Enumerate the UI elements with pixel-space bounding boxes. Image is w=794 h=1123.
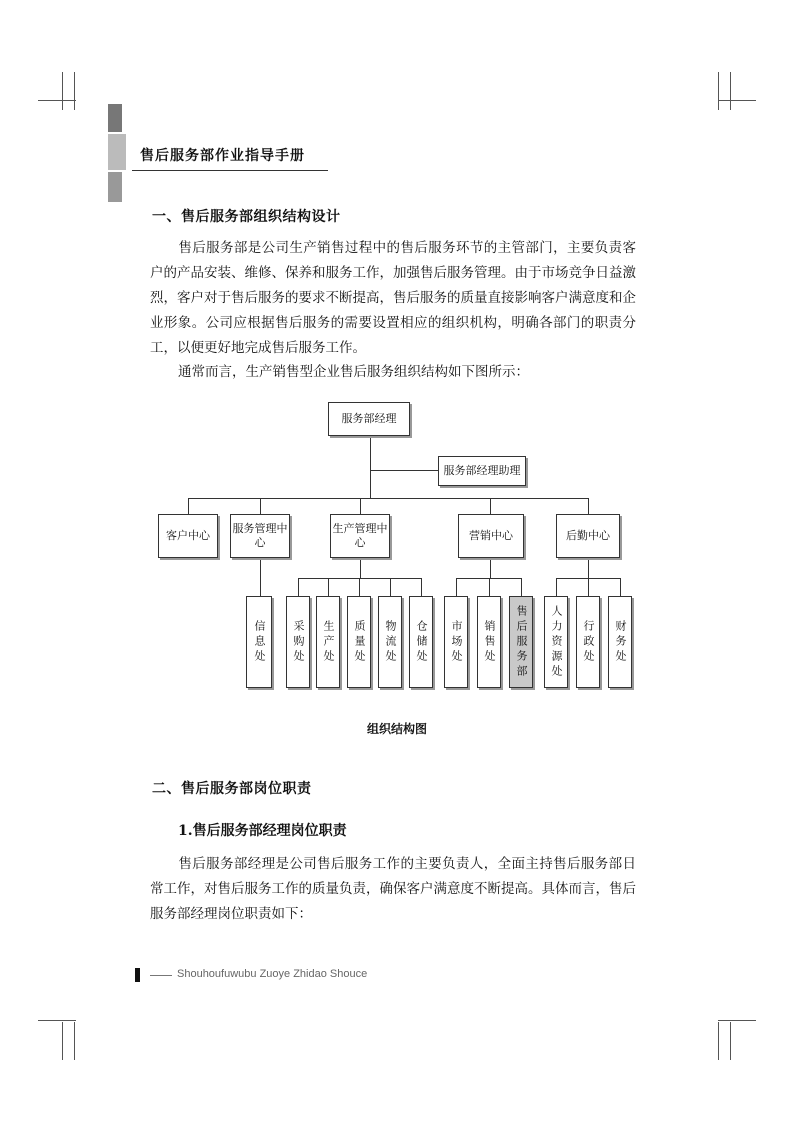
org-node-dept: 信息处	[246, 596, 272, 688]
crop-mark	[74, 1022, 75, 1060]
paragraph-2: 通常而言，生产销售型企业售后服务组织结构如下图所示：	[178, 364, 529, 380]
subsection-title: 1.售后服务部经理岗位职责	[178, 823, 347, 839]
org-node-assistant: 服务部经理助理	[438, 456, 526, 486]
crop-mark	[718, 1022, 719, 1060]
crop-mark	[730, 72, 731, 110]
crop-mark	[38, 100, 76, 101]
crop-mark	[74, 72, 75, 110]
org-chart	[150, 398, 640, 698]
org-node-dept: 销售处	[477, 596, 501, 688]
footer-marker	[135, 968, 140, 982]
crop-mark	[38, 1020, 76, 1021]
footer-rule	[150, 975, 172, 976]
org-node-dept: 人力资源处	[544, 596, 568, 688]
org-node-dept-highlighted: 售后服务部	[509, 596, 533, 688]
paragraph-3: 售后服务部经理是公司售后服务工作的主要负责人，全面主持售后服务部日常工作，对售后服务工作的质量负责，确保客户满意度不断提高。具体而言，售后服务部经理岗位职责如下：	[150, 856, 636, 922]
header-rule	[132, 170, 328, 171]
org-node-dept: 物流处	[378, 596, 402, 688]
org-node-center: 营销中心	[458, 514, 524, 558]
crop-mark	[730, 1022, 731, 1060]
org-node-center: 后勤中心	[556, 514, 620, 558]
org-node-center: 生产管理中心	[330, 514, 390, 558]
crop-mark	[718, 100, 756, 101]
org-node-dept: 仓储处	[409, 596, 433, 688]
org-node-dept: 生产处	[316, 596, 340, 688]
running-title: 售后服务部作业指导手册	[140, 148, 305, 164]
figure-caption: 组织结构图	[366, 722, 427, 736]
paragraph-1: 售后服务部是公司生产销售过程中的售后服务环节的主管部门，主要负责客户的产品安装、维修、保养和服务工作，加强售后服务管理。由于市场竞争日益激烈，客户对于售后服务的要求不断提高，售后服务的质量直接影响客户满意度和企业形象。公司应根据售后服务的需要设置相应的组织机构，明确各部门的职责分工，以便更好地完成售后服务工作。	[150, 240, 636, 356]
org-node-dept: 市场处	[444, 596, 468, 688]
org-node-root: 服务部经理	[328, 402, 410, 436]
footer-text: Shouhoufuwubu Zuoye Zhidao Shouce	[177, 968, 368, 980]
crop-mark	[718, 1020, 756, 1021]
org-node-dept: 财务处	[608, 596, 632, 688]
side-decoration	[108, 104, 126, 202]
org-node-dept: 质量处	[347, 596, 371, 688]
section-title-2: 二、售后服务部岗位职责	[152, 781, 312, 797]
crop-mark	[62, 72, 63, 110]
org-node-dept: 行政处	[576, 596, 600, 688]
section-title-1: 一、售后服务部组织结构设计	[152, 209, 341, 225]
org-node-center: 服务管理中心	[230, 514, 290, 558]
org-node-center: 客户中心	[158, 514, 218, 558]
crop-mark	[62, 1022, 63, 1060]
crop-mark	[718, 72, 719, 110]
org-node-dept: 采购处	[286, 596, 310, 688]
